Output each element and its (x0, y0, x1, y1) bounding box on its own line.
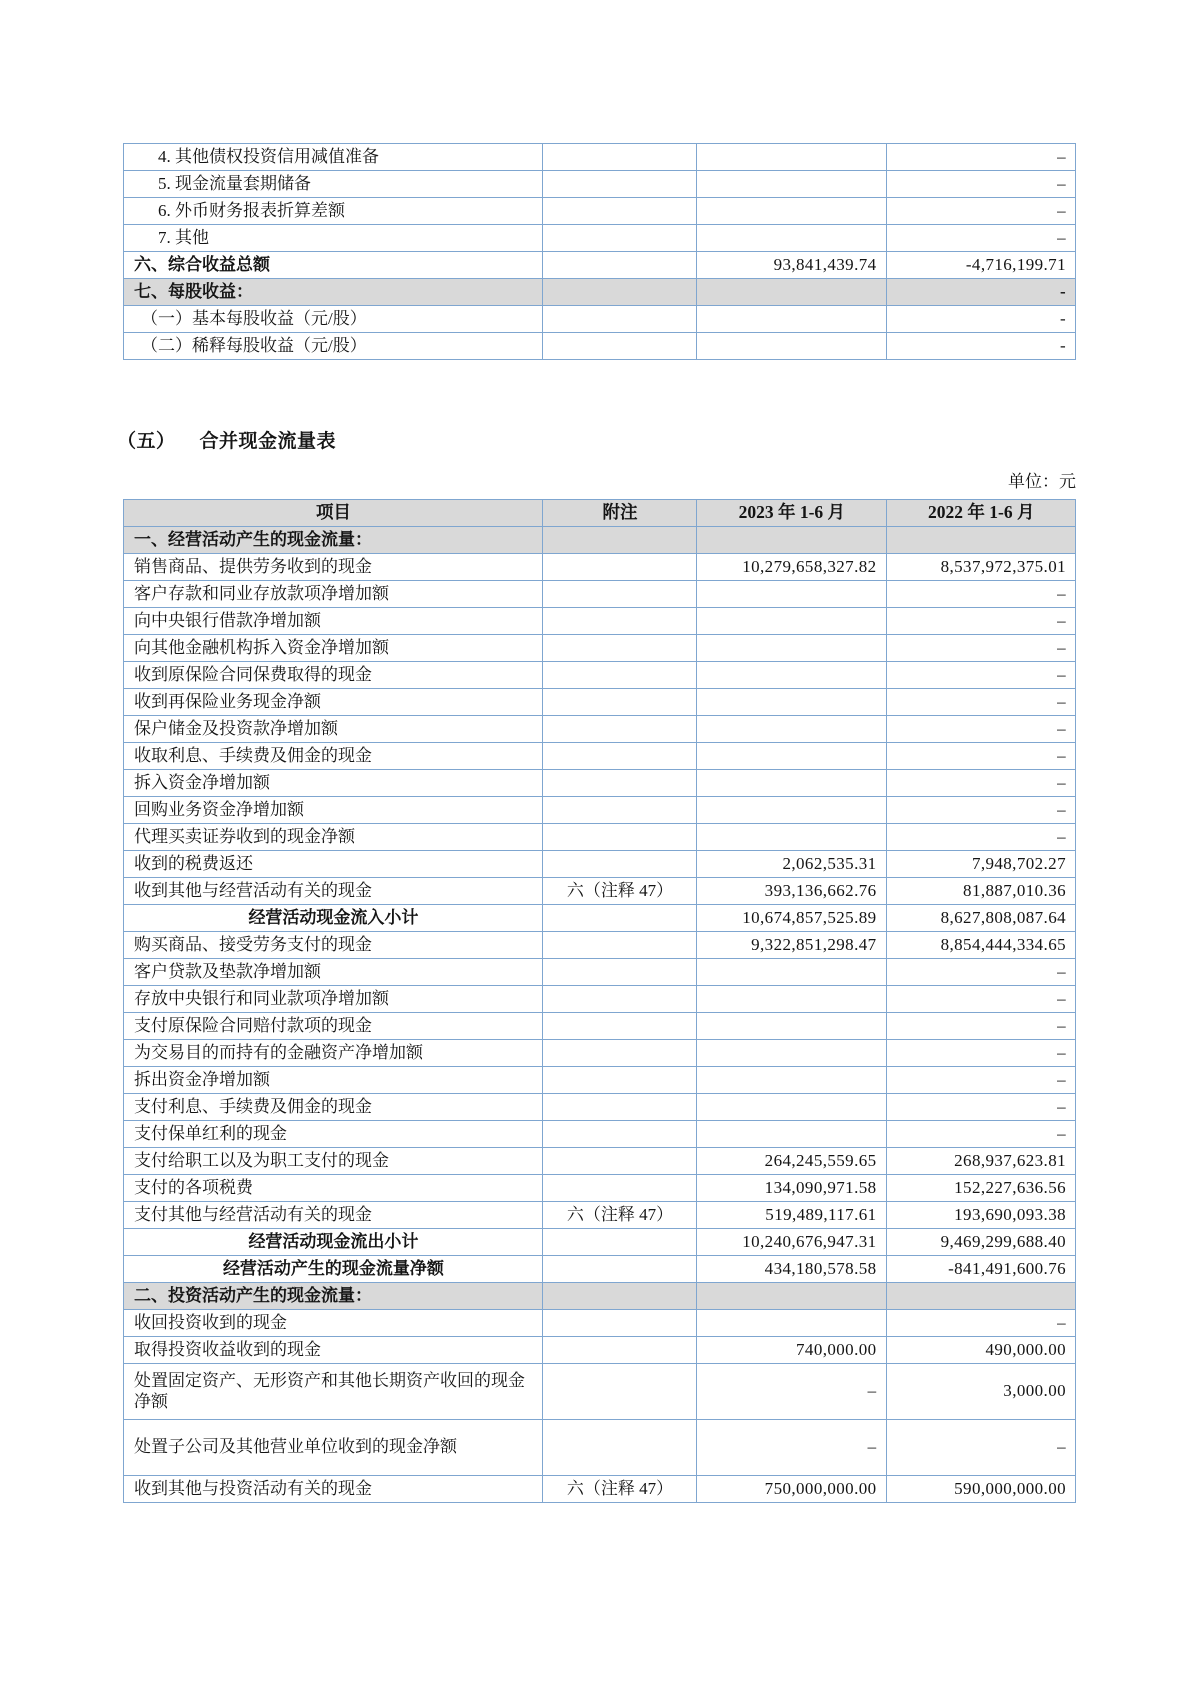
cell-2023-value (697, 279, 886, 306)
table-row (124, 1094, 1076, 1121)
cell-2022-value: – (886, 144, 1075, 171)
cell-2022-value: – (886, 662, 1075, 689)
cell-item-label: 收到原保险合同保费取得的现金 (124, 662, 543, 689)
comprehensive-income-table (123, 143, 1076, 360)
cell-2022-value: -4,716,199.71 (886, 252, 1075, 279)
cell-item-label: 一、经营活动产生的现金流量： (124, 527, 543, 554)
cash-flow-table (123, 499, 1076, 1503)
cell-2022-value: – (886, 225, 1075, 252)
cell-2023-value (697, 770, 886, 797)
cell-item-label: （一）基本每股收益（元/股） (124, 306, 543, 333)
cash-flow-table-header (124, 500, 1076, 527)
cell-note (542, 716, 696, 743)
cell-item-label: 收到其他与经营活动有关的现金 (124, 878, 543, 905)
cell-note (542, 144, 696, 171)
table-row (124, 1121, 1076, 1148)
cell-2022-value (886, 527, 1075, 554)
cell-note: 六（注释 47） (542, 878, 696, 905)
table-row (124, 851, 1076, 878)
table-row (124, 581, 1076, 608)
cell-2023-value (697, 225, 886, 252)
cell-note (542, 527, 696, 554)
table-row (124, 198, 1076, 225)
table-row (124, 797, 1076, 824)
cell-note (542, 959, 696, 986)
cell-2023-value (697, 144, 886, 171)
table-row (124, 1476, 1076, 1503)
cell-2022-value: 8,627,808,087.64 (886, 905, 1075, 932)
cell-2022-value: – (886, 198, 1075, 225)
cell-2023-value (697, 716, 886, 743)
cell-2023-value (697, 581, 886, 608)
cell-2023-value (697, 986, 886, 1013)
cell-note (542, 1148, 696, 1175)
cell-2022-value: – (886, 743, 1075, 770)
cell-item-label: 取得投资收益收到的现金 (124, 1337, 543, 1364)
cell-2022-value: - (886, 333, 1075, 360)
cell-note (542, 932, 696, 959)
cell-item-label: 支付给职工以及为职工支付的现金 (124, 1148, 543, 1175)
table-row (124, 1337, 1076, 1364)
cell-2022-value: -841,491,600.76 (886, 1256, 1075, 1283)
cell-note (542, 1310, 696, 1337)
cell-note (542, 279, 696, 306)
cell-note (542, 554, 696, 581)
cell-note (542, 797, 696, 824)
cell-2022-value: – (886, 959, 1075, 986)
cell-note (542, 1420, 696, 1476)
table-row (124, 959, 1076, 986)
table-row (124, 1013, 1076, 1040)
cell-2023-value (697, 635, 886, 662)
cell-2023-value: 10,240,676,947.31 (697, 1229, 886, 1256)
cell-item-label: 保户储金及投资款净增加额 (124, 716, 543, 743)
table-row (124, 689, 1076, 716)
cell-item-label: 经营活动现金流入小计 (124, 905, 543, 932)
cell-2023-value (697, 171, 886, 198)
column-header-note: 附注 (542, 500, 696, 527)
cell-2023-value: – (697, 1420, 886, 1476)
cell-2022-value: 3,000.00 (886, 1364, 1075, 1420)
column-header-item: 项目 (124, 500, 543, 527)
table-row (124, 1364, 1076, 1420)
cell-item-label: 6. 外币财务报表折算差额 (124, 198, 543, 225)
cell-item-label: 收到其他与投资活动有关的现金 (124, 1476, 543, 1503)
cell-2023-value (697, 743, 886, 770)
cell-2023-value (697, 1283, 886, 1310)
cell-item-label: 处置子公司及其他营业单位收到的现金净额 (124, 1420, 543, 1476)
cell-2022-value: – (886, 986, 1075, 1013)
table-row (124, 824, 1076, 851)
cell-item-label: 支付利息、手续费及佣金的现金 (124, 1094, 543, 1121)
cell-note (542, 662, 696, 689)
table-row (124, 1310, 1076, 1337)
cell-2022-value: – (886, 770, 1075, 797)
cell-note (542, 171, 696, 198)
cell-2022-value: 268,937,623.81 (886, 1148, 1075, 1175)
cell-item-label: 拆入资金净增加额 (124, 770, 543, 797)
cell-item-label: （二）稀释每股收益（元/股） (124, 333, 543, 360)
cell-note (542, 1067, 696, 1094)
cell-2022-value (886, 1283, 1075, 1310)
cell-2022-value: – (886, 716, 1075, 743)
cell-2022-value: 8,537,972,375.01 (886, 554, 1075, 581)
cell-2023-value (697, 1121, 886, 1148)
cell-note (542, 608, 696, 635)
header-row (124, 500, 1076, 527)
cell-2022-value: – (886, 824, 1075, 851)
cell-2023-value: 134,090,971.58 (697, 1175, 886, 1202)
table-row (124, 1202, 1076, 1229)
table-row (124, 1040, 1076, 1067)
cell-item-label: 5. 现金流量套期储备 (124, 171, 543, 198)
section-heading-title: 合并现金流量表 (199, 431, 337, 452)
cell-note: 六（注释 47） (542, 1202, 696, 1229)
cell-note (542, 1229, 696, 1256)
cell-2023-value: 264,245,559.65 (697, 1148, 886, 1175)
cell-note (542, 1121, 696, 1148)
cell-2023-value: 2,062,535.31 (697, 851, 886, 878)
cell-2023-value (697, 689, 886, 716)
cell-note (542, 851, 696, 878)
cell-item-label: 代理买卖证券收到的现金净额 (124, 824, 543, 851)
section-row (124, 527, 1076, 554)
cell-2023-value (697, 1094, 886, 1121)
cell-2022-value: – (886, 171, 1075, 198)
cell-2022-value: – (886, 689, 1075, 716)
cell-item-label: 向中央银行借款净增加额 (124, 608, 543, 635)
cell-2023-value: 393,136,662.76 (697, 878, 886, 905)
cell-2022-value: – (886, 797, 1075, 824)
table-row (124, 171, 1076, 198)
cell-note (542, 198, 696, 225)
cell-item-label: 为交易目的而持有的金融资产净增加额 (124, 1040, 543, 1067)
cell-note (542, 1094, 696, 1121)
cell-2022-value: – (886, 1013, 1075, 1040)
cell-note (542, 1256, 696, 1283)
cell-note (542, 1337, 696, 1364)
cell-2023-value (697, 824, 886, 851)
cell-item-label: 支付其他与经营活动有关的现金 (124, 1202, 543, 1229)
table-row (124, 743, 1076, 770)
cell-note (542, 581, 696, 608)
cell-item-label: 七、每股收益： (124, 279, 543, 306)
cell-item-label: 收到再保险业务现金净额 (124, 689, 543, 716)
cell-note: 六（注释 47） (542, 1476, 696, 1503)
cell-note (542, 743, 696, 770)
table-row (124, 770, 1076, 797)
cell-note (542, 333, 696, 360)
cell-item-label: 客户贷款及垫款净增加额 (124, 959, 543, 986)
table-row (124, 662, 1076, 689)
cell-2022-value: – (886, 608, 1075, 635)
cell-item-label: 收到的税费返还 (124, 851, 543, 878)
cell-2022-value: 8,854,444,334.65 (886, 932, 1075, 959)
cell-2022-value: – (886, 1067, 1075, 1094)
cell-2022-value: 7,948,702.27 (886, 851, 1075, 878)
cell-2022-value: – (886, 1310, 1075, 1337)
subtotal-row (124, 905, 1076, 932)
table-row (124, 1175, 1076, 1202)
cell-2022-value: 490,000.00 (886, 1337, 1075, 1364)
table-row (124, 252, 1076, 279)
cell-note (542, 1040, 696, 1067)
cell-note (542, 905, 696, 932)
cell-2023-value: 740,000.00 (697, 1337, 886, 1364)
cell-2023-value (697, 662, 886, 689)
cell-2022-value: - (886, 279, 1075, 306)
cell-2023-value: 750,000,000.00 (697, 1476, 886, 1503)
subtotal-row (124, 1229, 1076, 1256)
cell-item-label: 处置固定资产、无形资产和其他长期资产收回的现金净额 (124, 1364, 543, 1420)
cell-2022-value: – (886, 635, 1075, 662)
section-heading-number: （五） (117, 431, 176, 452)
cell-2023-value (697, 527, 886, 554)
cell-item-label: 支付保单红利的现金 (124, 1121, 543, 1148)
table-row (124, 333, 1076, 360)
column-header-2023: 2023 年 1-6 月 (697, 500, 886, 527)
table-row (124, 716, 1076, 743)
cell-2023-value: – (697, 1364, 886, 1420)
cell-item-label: 收回投资收到的现金 (124, 1310, 543, 1337)
section-row (124, 279, 1076, 306)
table-row (124, 932, 1076, 959)
cell-note (542, 635, 696, 662)
cell-2022-value: 81,887,010.36 (886, 878, 1075, 905)
table-row (124, 986, 1076, 1013)
table-row (124, 306, 1076, 333)
cell-2023-value (697, 608, 886, 635)
unit-label: 单位：元 (1008, 472, 1076, 491)
column-header-2022: 2022 年 1-6 月 (886, 500, 1075, 527)
table-row (124, 1420, 1076, 1476)
cell-2022-value: – (886, 1420, 1075, 1476)
cell-2023-value: 93,841,439.74 (697, 252, 886, 279)
cell-2022-value: 9,469,299,688.40 (886, 1229, 1075, 1256)
table-row (124, 635, 1076, 662)
comprehensive-income-table-body (124, 144, 1076, 360)
cell-2022-value: 590,000,000.00 (886, 1476, 1075, 1503)
cell-2023-value (697, 198, 886, 225)
cell-2023-value (697, 333, 886, 360)
cell-item-label: 客户存款和同业存放款项净增加额 (124, 581, 543, 608)
table-row (124, 878, 1076, 905)
cell-note (542, 824, 696, 851)
cell-2022-value: 152,227,636.56 (886, 1175, 1075, 1202)
table-row (124, 1148, 1076, 1175)
section-row (124, 1283, 1076, 1310)
cell-note (542, 1175, 696, 1202)
cell-2023-value (697, 959, 886, 986)
cell-note (542, 770, 696, 797)
cell-2023-value (697, 1067, 886, 1094)
section-heading (117, 426, 336, 453)
cell-2023-value (697, 797, 886, 824)
cell-note (542, 1364, 696, 1420)
cell-2023-value: 9,322,851,298.47 (697, 932, 886, 959)
cell-2023-value (697, 1310, 886, 1337)
cell-item-label: 销售商品、提供劳务收到的现金 (124, 554, 543, 581)
table-row (124, 1067, 1076, 1094)
cell-2022-value: – (886, 581, 1075, 608)
cell-item-label: 存放中央银行和同业款项净增加额 (124, 986, 543, 1013)
cell-note (542, 986, 696, 1013)
cell-item-label: 4. 其他债权投资信用减值准备 (124, 144, 543, 171)
cell-item-label: 经营活动现金流出小计 (124, 1229, 543, 1256)
cell-2023-value: 434,180,578.58 (697, 1256, 886, 1283)
cell-note (542, 225, 696, 252)
cell-item-label: 向其他金融机构拆入资金净增加额 (124, 635, 543, 662)
cell-2023-value (697, 1013, 886, 1040)
cell-note (542, 306, 696, 333)
table-row (124, 144, 1076, 171)
table-row (124, 225, 1076, 252)
cell-2022-value: – (886, 1094, 1075, 1121)
cell-2023-value (697, 1040, 886, 1067)
cell-note (542, 689, 696, 716)
cell-note (542, 1013, 696, 1040)
cell-item-label: 收取利息、手续费及佣金的现金 (124, 743, 543, 770)
cell-item-label: 回购业务资金净增加额 (124, 797, 543, 824)
cell-item-label: 7. 其他 (124, 225, 543, 252)
cell-item-label: 六、综合收益总额 (124, 252, 543, 279)
cell-2023-value: 10,674,857,525.89 (697, 905, 886, 932)
cell-2023-value: 519,489,117.61 (697, 1202, 886, 1229)
cell-2022-value: – (886, 1040, 1075, 1067)
table-row (124, 554, 1076, 581)
cell-2023-value: 10,279,658,327.82 (697, 554, 886, 581)
subtotal-row (124, 1256, 1076, 1283)
cell-item-label: 拆出资金净增加额 (124, 1067, 543, 1094)
cell-item-label: 支付原保险合同赔付款项的现金 (124, 1013, 543, 1040)
cell-item-label: 二、投资活动产生的现金流量： (124, 1283, 543, 1310)
cash-flow-table-body (124, 527, 1076, 1503)
cell-2023-value (697, 306, 886, 333)
cell-2022-value: – (886, 1121, 1075, 1148)
table-row (124, 608, 1076, 635)
cell-item-label: 购买商品、接受劳务支付的现金 (124, 932, 543, 959)
cell-2022-value: - (886, 306, 1075, 333)
cell-item-label: 经营活动产生的现金流量净额 (124, 1256, 543, 1283)
cell-note (542, 1283, 696, 1310)
cell-item-label: 支付的各项税费 (124, 1175, 543, 1202)
cell-note (542, 252, 696, 279)
cell-2022-value: 193,690,093.38 (886, 1202, 1075, 1229)
